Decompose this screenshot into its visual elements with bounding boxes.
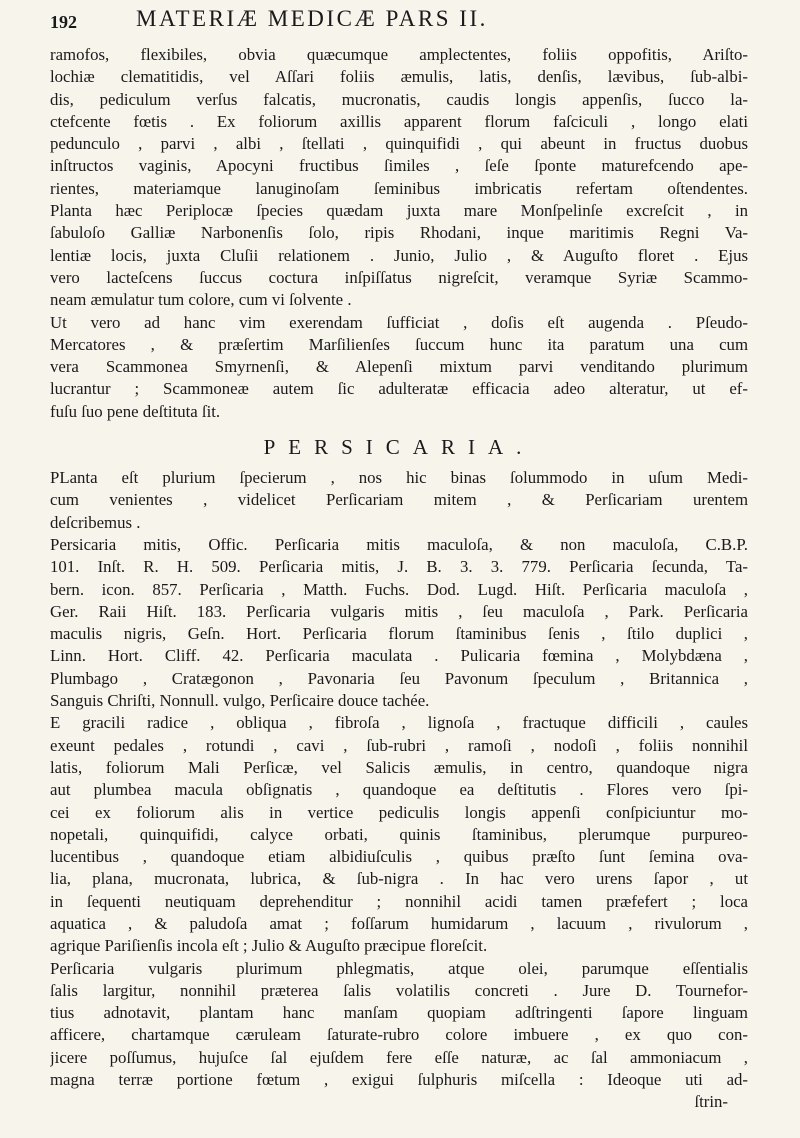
text-line: agrique Pariſienſis incola eſt ; Julio & Auguſto præcipue floreſcit. bbox=[50, 936, 488, 956]
text-line: ctefcente fœtis . Ex foliorum axillis apparent florum faſciculi , longo elati bbox=[50, 111, 748, 131]
text-line: jicere poſſumus, hujuſce ſal ejuſdem fere eſſe naturæ, ac ſal ammoniacum , bbox=[50, 1047, 748, 1067]
text-line: cei ex foliorum alis in vertice pediculis longis appenſi conſpiciuntur mo- bbox=[50, 802, 748, 822]
text-line: Linn. Hort. Cliff. 42. Perſicaria maculata . Pulicaria fœmina , Molybdæna , bbox=[50, 646, 748, 666]
section-heading: PERSICARIA. bbox=[263, 435, 535, 460]
text-line: PLanta eſt plurium ſpecierum , nos hic binas ſolummodo in uſum Medi- bbox=[50, 468, 748, 488]
text-line: nopetali, quinquifidi, calyce orbati, quinis ſtaminibus, plerumque purpureo- bbox=[50, 824, 748, 844]
paragraph-6 bbox=[50, 958, 748, 1092]
text-line: bern. icon. 857. Perſicaria , Matth. Fuchs. Dod. Lugd. Hiſt. Perſicaria maculoſa , bbox=[50, 579, 748, 599]
text-line: lucentibus , quandoque etiam albidiuſculis , quibus præſto ſunt ſemina ova- bbox=[50, 847, 748, 867]
text-line: deſcribemus . bbox=[50, 512, 141, 532]
text-line: neam æmulatur tum colore, cum vi ſolvente . bbox=[50, 290, 352, 310]
text-line: inſtructos vaginis, Apocyni fructibus ſimiles , ſeſe ſponte maturefcendo ape- bbox=[50, 156, 748, 176]
text-line: Persicaria mitis, Offic. Perſicaria mitis maculoſa, & non maculoſa, C.B.P. bbox=[50, 534, 748, 554]
text-line: maculis nigris, Geſn. Hort. Perſicaria florum ſtaminibus ſenis , ſtilo duplici , bbox=[50, 624, 748, 644]
text-line: 101. Inſt. R. H. 509. Perſicaria mitis, J. B. 3. 3. 779. Perſicaria ſecunda, Ta- bbox=[50, 557, 748, 577]
text-line: lia, plana, mucronata, lubrica, & ſub-nigra . In hac vero urens ſapor , ut bbox=[50, 869, 748, 889]
text-line: aquatica , & paludoſa amat ; foſſarum humidarum , lacuum , rivulorum , bbox=[50, 913, 748, 933]
text-line: magna terræ portione fœtum , exigui ſulphuris miſcella : Ideoque uti ad- bbox=[50, 1070, 748, 1090]
text-line: lentiæ locis, juxta Cluſii relationem . Junio, Julio , & Auguſto floret . Ejus bbox=[50, 245, 748, 265]
text-line: lochiæ clematitidis, vel Aſſari foliis æmulis, latis, denſis, lævibus, ſub-albi- bbox=[50, 67, 748, 87]
paragraph-5 bbox=[50, 712, 748, 957]
text-line: Sanguis Chriſti, Nonnull. vulgo, Perſicaire douce tachée. bbox=[50, 691, 430, 711]
text-line: vero lacteſcens ſuccus coctura inſpiſſatus nigreſcit, veramque Syriæ Scammo- bbox=[50, 267, 748, 287]
text-line: fuſu ſuo pene deſtituta ſit. bbox=[50, 401, 221, 421]
text-line: E gracili radice , obliqua , fibroſa , lignoſa , fractuque difficili , caules bbox=[50, 713, 748, 733]
text-line: Ger. Raii Hiſt. 183. Perſicaria vulgaris mitis , ſeu maculoſa , Park. Perſicaria bbox=[50, 601, 748, 621]
text-line: Perſicaria vulgaris plurimum phlegmatis, atque olei, parumque eſſentialis bbox=[50, 958, 748, 978]
text-line: exeunt pedales , rotundi , cavi , ſub-rubri , ramoſi , nodoſi , foliis nonnihil bbox=[50, 735, 748, 755]
text-line: aut plumbea macula obſignatis , quandoque ea deſtitutis . Flores vero ſpi- bbox=[50, 780, 748, 800]
paragraph-1 bbox=[50, 44, 748, 312]
page-number: 192 bbox=[50, 12, 77, 32]
text-line: latis, foliorum Mali Perſicæ, vel Salicis æmulis, in centro, quandoque nigra bbox=[50, 757, 748, 777]
text-line: Mercatores , & præſertim Marſilienſes ſuccum hunc ita paratum una cum bbox=[50, 334, 748, 354]
catchword: ſtrin- bbox=[694, 1092, 728, 1112]
text-line: in ſequenti neutiquam deprehenditur ; nonnihil acidi tamen præfefert ; loca bbox=[50, 891, 748, 911]
text-line: pedunculo , parvi , albi , ſtellati , quinquifidi , qui abeunt in fructus duobus bbox=[50, 134, 748, 154]
text-line: ſabuloſo Galliæ Narbonenſis ſolo, ripis Rhodani, inque maritimis Regni Va- bbox=[50, 223, 748, 243]
paragraph-2 bbox=[50, 312, 748, 423]
text-line: Ut vero ad hanc vim exerendam ſufficiat , doſis eſt augenda . Pſeudo- bbox=[50, 312, 748, 332]
text-line: vera Scammonea Smyrnenſi, & Alepenſi mixtum parvi venditando plurimum bbox=[50, 357, 748, 377]
text-line: Planta hæc Periplocæ ſpecies quædam juxta mare Monſpelinſe excreſcit , in bbox=[50, 201, 748, 221]
running-head bbox=[50, 0, 748, 44]
text-line: tius adnotavit, plantam hanc manſam quopiam adſtringenti ſapore linguam bbox=[50, 1003, 748, 1023]
text-line: rientes, materiamque lanuginoſam ſeminibus imbricatis refertam oſtendentes. bbox=[50, 178, 748, 198]
text-line: Plumbago , Cratægonon , Pavonaria ſeu Pavonum ſpeculum , Britannica , bbox=[50, 668, 748, 688]
text-line: afficere, chartamque cæruleam ſaturate-rubro colore imbuere , ex quo con- bbox=[50, 1025, 748, 1045]
text-line: ramofos, flexibiles, obvia quæcumque amplectentes, foliis oppofitis, Ariſto- bbox=[50, 45, 748, 64]
text-line: ſalis largitur, nonnihil præterea ſalis volatilis concreti . Jure D. Tournefor- bbox=[50, 980, 748, 1000]
text-line: cum venientes , videlicet Perſicariam mitem , & Perſicariam urentem bbox=[50, 490, 748, 510]
paragraph-3 bbox=[50, 467, 748, 534]
paragraph-4 bbox=[50, 534, 748, 712]
running-title: MATERIÆ MEDICÆ PARS II. bbox=[136, 6, 488, 31]
text-line: lucrantur ; Scammoneæ autem ſic adulteratæ efficacia adeo alteratur, ut ef- bbox=[50, 379, 748, 399]
body-text bbox=[50, 44, 748, 1113]
text-line: dis, pediculum verſus falcatis, mucronatis, caudis longis appenſis, ſucco la- bbox=[50, 89, 748, 109]
